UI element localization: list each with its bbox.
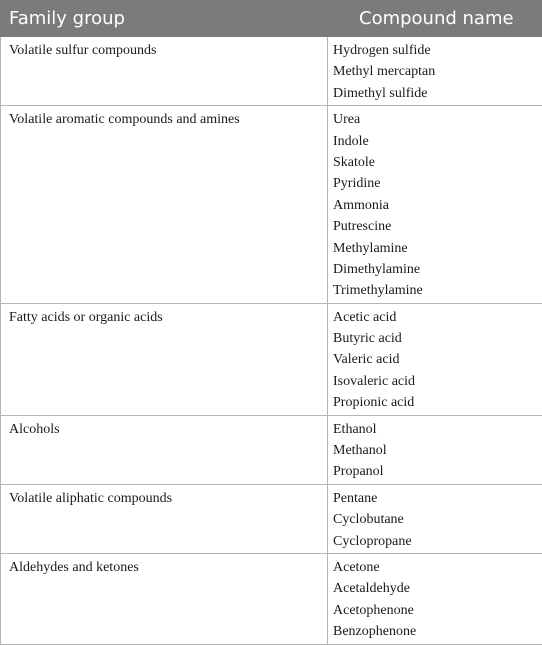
compound-name: Methyl mercaptan	[333, 61, 542, 82]
compound-name: Cyclobutane	[333, 509, 542, 530]
compound-name: Acetone	[333, 557, 542, 578]
compound-name: Urea	[333, 109, 542, 130]
compound-name: Methanol	[333, 440, 542, 461]
compound-name: Pyridine	[333, 173, 542, 194]
compound-name: Valeric acid	[333, 349, 542, 370]
compound-name-cell	[328, 415, 542, 484]
compound-name: Dimethylamine	[333, 259, 542, 280]
compound-name: Hydrogen sulfide	[333, 40, 542, 61]
header-compound-name: Compound name	[328, 1, 542, 37]
compound-name-cell	[328, 484, 542, 553]
compound-name: Acetophenone	[333, 600, 542, 621]
compound-name: Cyclopropane	[333, 531, 542, 552]
compound-name: Methylamine	[333, 238, 542, 259]
compound-name-cell	[328, 106, 542, 304]
compound-name: Ethanol	[333, 419, 542, 440]
compound-name-cell	[328, 553, 542, 644]
compound-name: Benzophenone	[333, 621, 542, 642]
compound-name: Pentane	[333, 488, 542, 509]
family-group-cell: Fatty acids or organic acids	[1, 303, 328, 415]
header-row	[1, 1, 542, 37]
table-row	[1, 415, 542, 484]
compound-name: Dimethyl sulfide	[333, 83, 542, 104]
family-group-cell: Alcohols	[1, 415, 328, 484]
header-family-group: Family group	[1, 1, 328, 37]
compound-name: Propanol	[333, 461, 542, 482]
compound-name-cell	[328, 37, 542, 106]
compound-name: Trimethylamine	[333, 280, 542, 301]
compound-name: Acetic acid	[333, 307, 542, 328]
family-group-cell: Volatile aliphatic compounds	[1, 484, 328, 553]
family-group-cell: Volatile sulfur compounds	[1, 37, 328, 106]
compound-name: Acetaldehyde	[333, 578, 542, 599]
compound-name: Indole	[333, 131, 542, 152]
table-row	[1, 553, 542, 644]
table-row	[1, 106, 542, 304]
table-row	[1, 484, 542, 553]
compound-name: Isovaleric acid	[333, 371, 542, 392]
table-body	[1, 37, 542, 645]
family-group-cell: Aldehydes and ketones	[1, 553, 328, 644]
family-group-cell: Volatile aromatic compounds and amines	[1, 106, 328, 304]
compound-name: Skatole	[333, 152, 542, 173]
compound-name: Ammonia	[333, 195, 542, 216]
table-header	[1, 1, 542, 37]
compound-name: Butyric acid	[333, 328, 542, 349]
table-row	[1, 37, 542, 106]
compound-name: Putrescine	[333, 216, 542, 237]
compound-name: Propionic acid	[333, 392, 542, 413]
compound-name-cell	[328, 303, 542, 415]
table-row	[1, 303, 542, 415]
